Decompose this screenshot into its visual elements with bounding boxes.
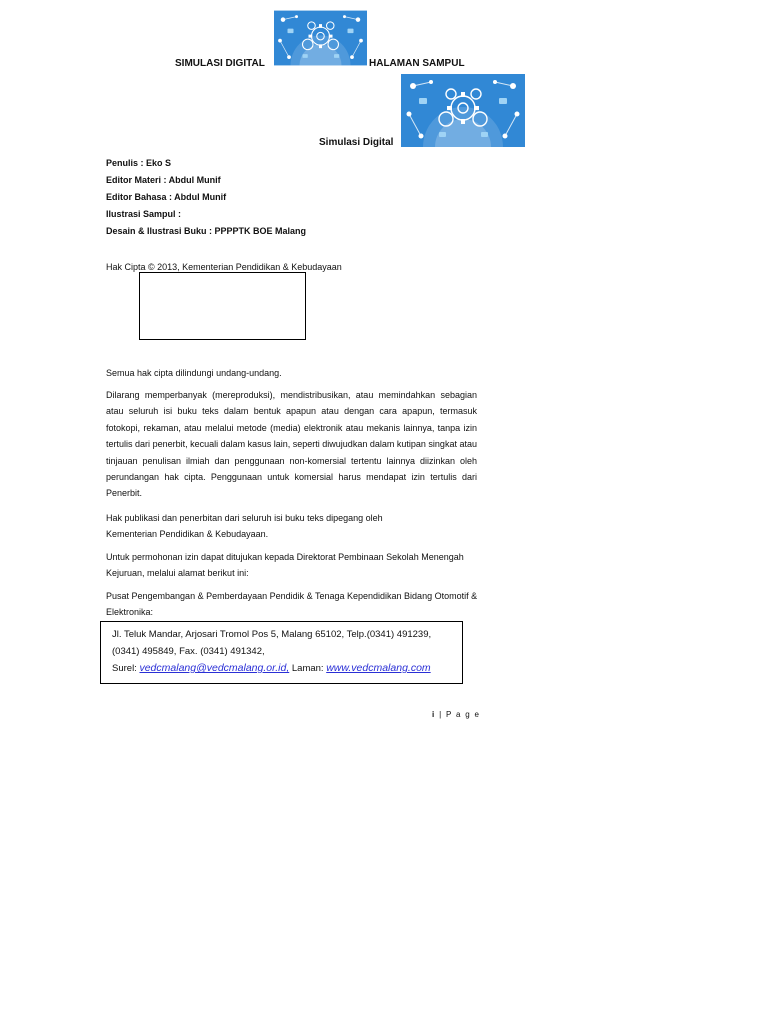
credit-cover-illustration: Ilustrasi Sampul :: [106, 209, 182, 219]
address-box: [100, 621, 463, 684]
credit-book-design: Desain & Ilustrasi Buku : PPPPTK BOE Malang: [106, 226, 307, 236]
email-label: Surel:: [112, 663, 140, 674]
empty-frame-box: [139, 272, 306, 340]
header-left-title: SIMULASI DIGITAL: [175, 58, 265, 69]
copyright-line: Hak Cipta © 2013, Kementerian Pendidikan & Kebudayaan: [106, 262, 342, 272]
page-label: P a g e: [445, 710, 481, 719]
permission-paragraph: Untuk permohonan izin dapat ditujukan kepada Direktorat Pembinaan Sekolah Menengah Kejuruan, melalui alamat berikut ini:: [106, 552, 464, 579]
page-footer: [432, 710, 480, 719]
gears-technology-icon: [401, 74, 525, 147]
center-paragraph: Pusat Pengembangan & Pemberdayaan Pendidik & Tenaga Kependidikan Bidang Otomotif & Elektronika:: [106, 591, 478, 618]
gears-technology-icon: [274, 8, 367, 68]
website-link[interactable]: www.vedcmalang.com: [326, 662, 431, 674]
cover-image-main: [401, 74, 525, 147]
cover-image-top: [274, 8, 367, 68]
header-right-title: HALAMAN SAMPUL: [369, 58, 465, 69]
credit-language-editor: Editor Bahasa : Abdul Munif: [106, 192, 227, 202]
email-link[interactable]: vedcmalang@vedcmalang.or.id,: [139, 662, 290, 674]
credit-author: Penulis : Eko S: [106, 158, 172, 168]
credits-block: [106, 155, 306, 240]
rights-paragraph: Semua hak cipta dilindungi undang-undang.: [106, 368, 282, 378]
page-subtitle: Simulasi Digital: [319, 137, 394, 148]
prohibition-paragraph: Dilarang memperbanyak (mereproduksi), mendistribusikan, atau memindahkan sebagian atau seluruh isi buku teks dalam bentuk apapun atau dengan cara apapun, termasuk fotokopi, rekaman, atau melalui metode (media) elektronik atau mekanis lainnya, tanpa izin tertulis dari penerbit, kecuali dalam kasus lain, seperti diwujudkan dalam kutipan singkat atau tinjauan penulisan ilmiah dan penggunaan non-komersial tertentu lainnya diizinkan oleh perundangan hak cipta. Penggunaan untuk komersial harus mendapat izin tertulis dari Penerbit.: [106, 390, 477, 499]
address-line-1: Jl. Teluk Mandar, Arjosari Tromol Pos 5, Malang 65102, Telp.(0341) 491239,: [112, 629, 432, 640]
address-line-2: (0341) 495849, Fax. (0341) 491342,: [112, 646, 265, 657]
page-separator: |: [439, 710, 443, 719]
publication-paragraph: Hak publikasi dan penerbitan dari seluruh isi buku teks dipegang oleh Kementerian Pendidikan & Kebudayaan.: [106, 513, 383, 540]
web-label: Laman:: [289, 663, 327, 674]
page-number: i: [432, 710, 436, 719]
credit-material-editor: Editor Materi : Abdul Munif: [106, 175, 221, 185]
contact-line: [112, 660, 462, 677]
